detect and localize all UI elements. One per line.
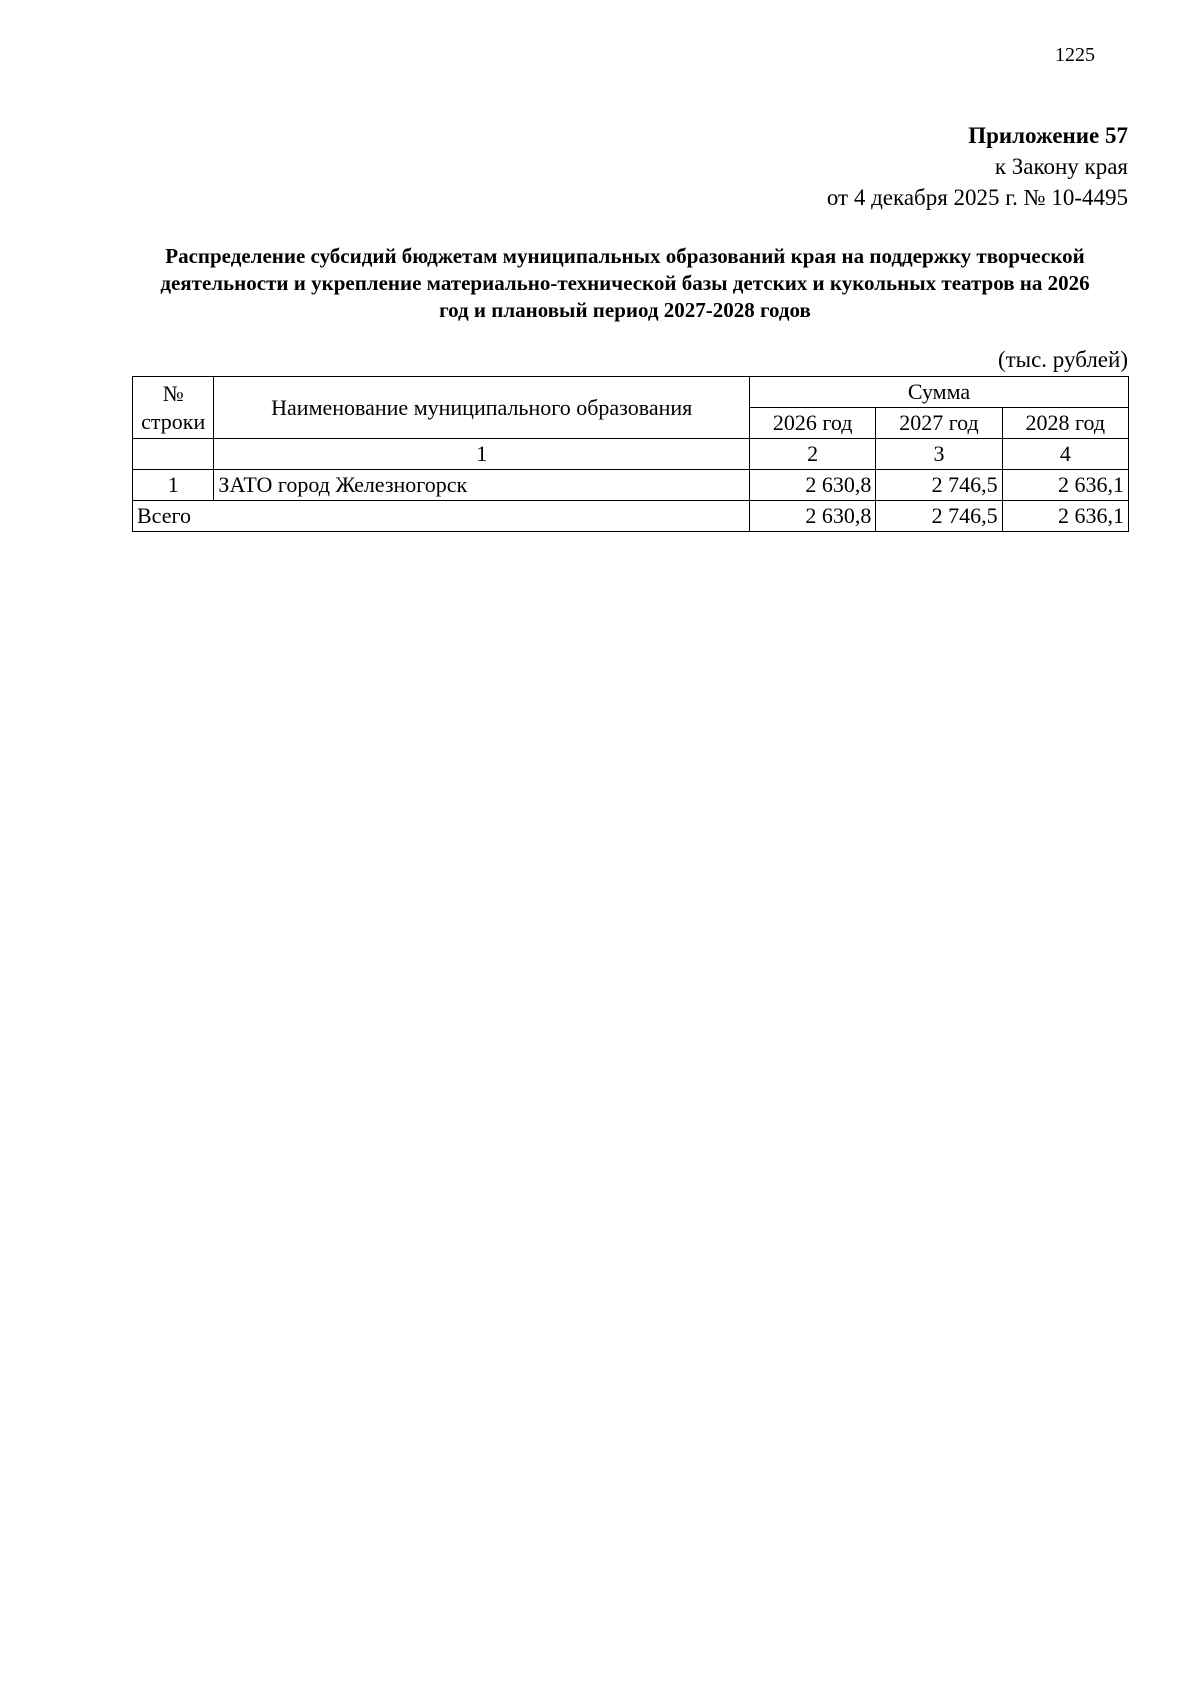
- value-2026: 2 630,8: [750, 470, 876, 501]
- column-number: 1: [214, 439, 750, 470]
- column-number-empty: [133, 439, 214, 470]
- appendix-law-reference: к Закону края: [994, 154, 1128, 179]
- row-number: 1: [133, 470, 214, 501]
- total-2028: 2 636,1: [1002, 501, 1128, 532]
- document-title: [125, 243, 1125, 324]
- appendix-title: Приложение 57: [968, 123, 1128, 148]
- table-row: [133, 470, 1129, 501]
- header-year-2026: 2026 год: [750, 408, 876, 439]
- header-row-number: [133, 377, 214, 439]
- header-year-2028: 2028 год: [1002, 408, 1128, 439]
- header-sum: Сумма: [750, 377, 1129, 408]
- appendix-block: [827, 120, 1128, 213]
- column-number: 2: [750, 439, 876, 470]
- document-title-line: Распределение субсидий бюджетам муниципальных образований края на поддержку творческой: [165, 244, 1085, 268]
- subsidy-table: [132, 376, 1129, 532]
- column-number: 4: [1002, 439, 1128, 470]
- value-2028: 2 636,1: [1002, 470, 1128, 501]
- column-number: 3: [876, 439, 1002, 470]
- document-title-line: деятельности и укрепление материально-технической базы детских и кукольных театров на 2026: [160, 271, 1090, 295]
- value-2027: 2 746,5: [876, 470, 1002, 501]
- page-number: 1225: [1055, 44, 1095, 66]
- municipality-name: ЗАТО город Железногорск: [214, 470, 750, 501]
- header-row-number-line2: строки: [141, 408, 206, 434]
- table-header-row: [133, 377, 1129, 408]
- document-title-line: год и плановый период 2027-2028 годов: [439, 298, 811, 322]
- header-municipality-name: Наименование муниципального образования: [214, 377, 750, 439]
- header-year-2027: 2027 год: [876, 408, 1002, 439]
- appendix-law-date: от 4 декабря 2025 г. № 10-4495: [826, 185, 1128, 210]
- total-2027: 2 746,5: [876, 501, 1002, 532]
- total-row: [133, 501, 1129, 532]
- header-row-number-line1: №: [162, 380, 184, 406]
- total-label: Всего: [133, 501, 750, 532]
- column-numbers-row: [133, 439, 1129, 470]
- units-label: (тыс. рублей): [997, 347, 1128, 372]
- total-2026: 2 630,8: [750, 501, 876, 532]
